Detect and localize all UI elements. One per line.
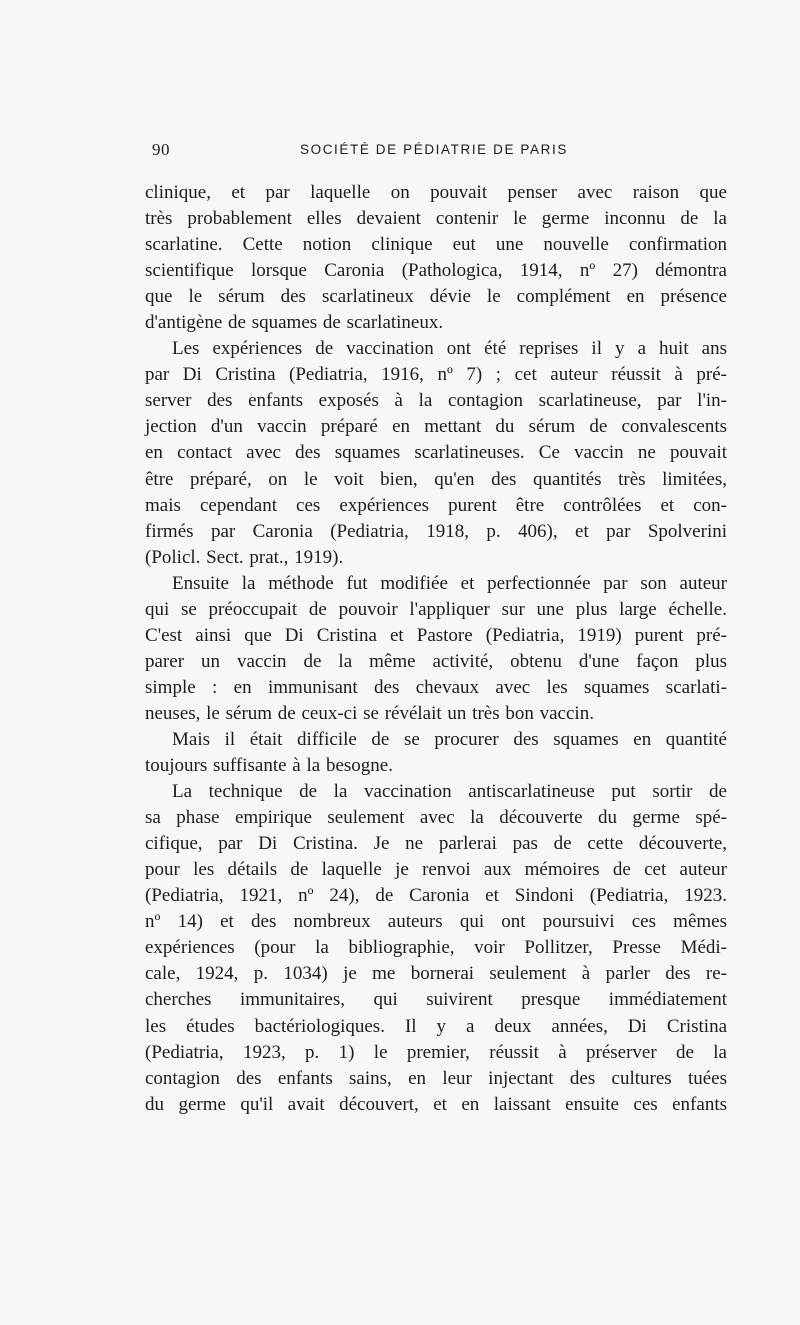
text-line: simple : en immunisant des chevaux avec les squames scarlati-: [145, 676, 727, 698]
text-line: mais cependant ces expériences purent être contrôlées et con-: [145, 494, 727, 516]
body-text: [145, 180, 727, 1118]
text-line: expériences (pour la bibliographie, voir Pollitzer, Presse Médi-: [145, 937, 727, 959]
text-line: sa phase empirique seulement avec la découverte du germe spé-: [145, 807, 727, 829]
text-line: C'est ainsi que Di Cristina et Pastore (Pediatria, 1919) purent pré-: [145, 624, 727, 646]
text-line: (Pediatria, 1921, nº 24), de Caronia et Sindoni (Pediatria, 1923.: [145, 885, 727, 907]
text-line: du germe qu'il avait découvert, et en laissant ensuite ces enfants: [145, 1093, 727, 1115]
text-line: d'antigène de squames de scarlatineux.: [145, 312, 444, 334]
text-line: jection d'un vaccin préparé en mettant du sérum de convalescents: [145, 416, 727, 438]
page-header: [145, 138, 745, 168]
text-line: toujours suffisante à la besogne.: [145, 755, 393, 777]
text-line: nº 14) et des nombreux auteurs qui ont poursuivi ces mêmes: [145, 911, 727, 933]
text-line: être préparé, on le voit bien, qu'en des quantités très limitées,: [145, 468, 727, 490]
text-line: server des enfants exposés à la contagion scarlatineuse, par l'in-: [145, 390, 727, 412]
text-line: parer un vaccin de la même activité, obtenu d'une façon plus: [145, 650, 727, 672]
text-line: cherches immunitaires, qui suivirent presque immédiatement: [145, 989, 727, 1011]
text-line: scarlatine. Cette notion clinique eut une nouvelle confirmation: [145, 234, 727, 256]
text-line: pour les détails de laquelle je renvoi aux mémoires de cet auteur: [145, 859, 727, 881]
text-line: (Policl. Sect. prat., 1919).: [145, 546, 344, 568]
page-number: 90: [152, 140, 170, 159]
text-line: en contact avec des squames scarlatineuses. Ce vaccin ne pouvait: [145, 442, 727, 464]
text-line: firmés par Caronia (Pediatria, 1918, p. 406), et par Spolverini: [145, 520, 727, 542]
text-line: par Di Cristina (Pediatria, 1916, nº 7) ; cet auteur réussit à pré-: [145, 364, 727, 386]
text-line: que le sérum des scarlatineux dévie le complément en présence: [145, 286, 727, 308]
text-line: Les expériences de vaccination ont été reprises il y a huit ans: [172, 338, 727, 360]
text-line: clinique, et par laquelle on pouvait penser avec raison que: [145, 182, 727, 203]
text-line: La technique de la vaccination antiscarlatineuse put sortir de: [172, 781, 727, 803]
text-line: Mais il était difficile de se procurer des squames en quantité: [172, 728, 727, 750]
text-line: contagion des enfants sains, en leur injectant des cultures tuées: [145, 1067, 727, 1089]
text-line: les études bactériologiques. Il y a deux années, Di Cristina: [145, 1015, 727, 1037]
text-line: cale, 1924, p. 1034) je me bornerai seulement à parler des re-: [145, 963, 727, 985]
text-line: scientifique lorsque Caronia (Pathologica, 1914, nº 27) démontra: [145, 260, 727, 282]
text-line: (Pediatria, 1923, p. 1) le premier, réussit à préserver de la: [145, 1041, 727, 1063]
text-line: neuses, le sérum de ceux-ci se révélait un très bon vaccin.: [145, 702, 594, 724]
text-line: Ensuite la méthode fut modifiée et perfectionnée par son auteur: [172, 572, 727, 594]
text-line: qui se préoccupait de pouvoir l'appliquer sur une plus large échelle.: [145, 598, 727, 620]
running-title: SOCIÉTÉ DE PÉDIATRIE DE PARIS: [300, 142, 568, 157]
text-line: très probablement elles devaient contenir le germe inconnu de la: [145, 208, 727, 230]
text-line: cifique, par Di Cristina. Je ne parlerai pas de cette découverte,: [145, 833, 727, 855]
